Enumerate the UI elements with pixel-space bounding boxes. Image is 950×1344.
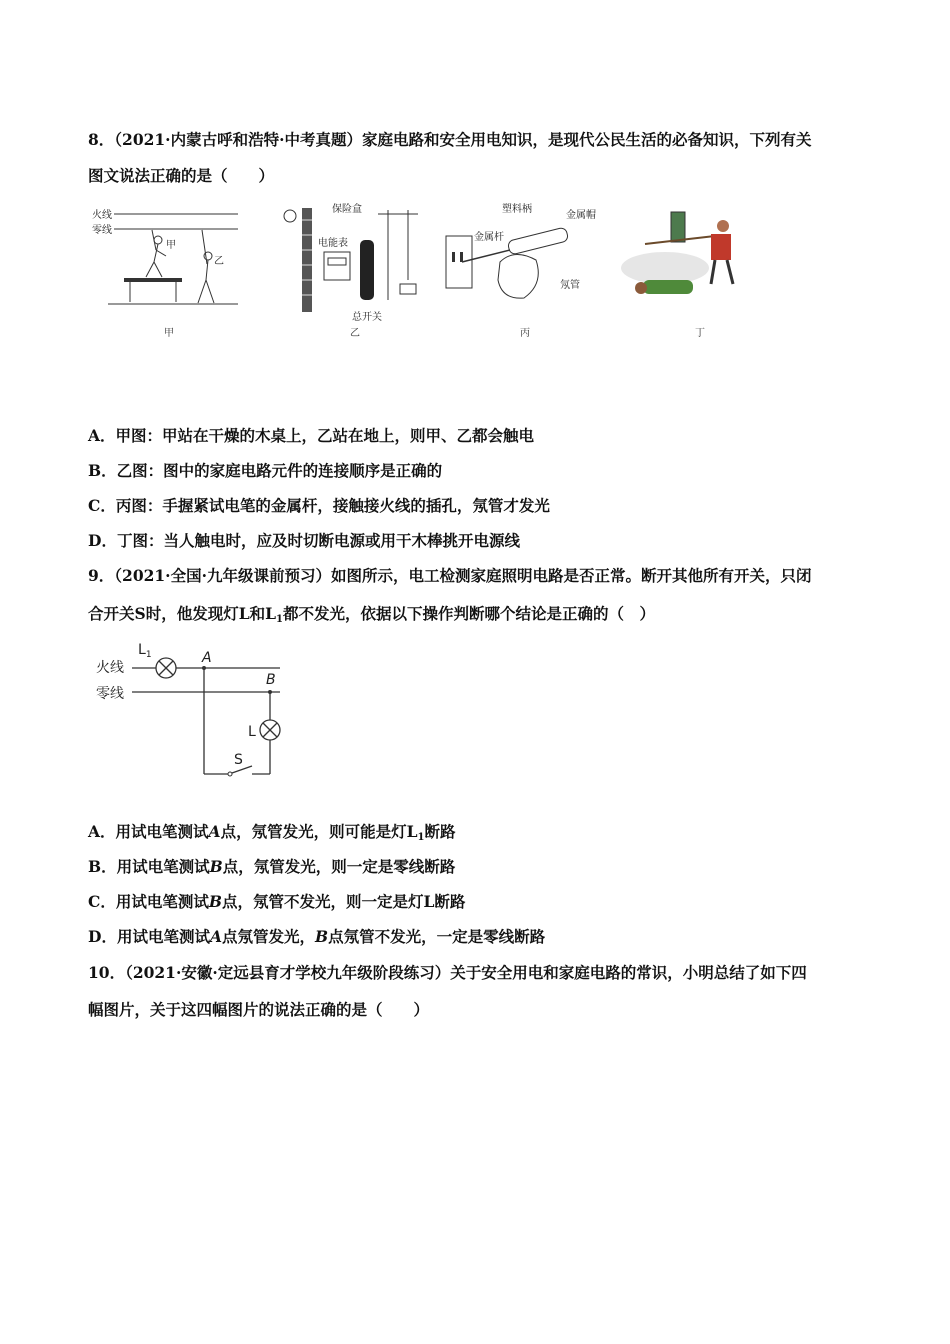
point-a-label: A — [202, 650, 212, 666]
q8-figure-bing — [440, 200, 610, 345]
fig-jia-person-b: 乙 — [214, 256, 224, 267]
fig-yi-caption: 乙 — [350, 328, 360, 339]
q9-option-a: A．用试电笔测试A点，氖管发光，则可能是灯$L_1$断路 — [88, 822, 456, 843]
circuit-huoxian-label: 火线 — [96, 660, 124, 676]
q10-stem-line1: 10．（2021·安徽·定远县育才学校九年级阶段练习）关于安全用电和家庭电路的常识，小明总结了如下四 — [88, 963, 807, 982]
q8-figure-yi — [268, 200, 428, 345]
fig-jia-lingxian-label: 零线 — [92, 225, 112, 236]
fig-bing-caption: 丙 — [520, 328, 530, 339]
q8-option-d: D．丁图：当人触电时，应及时切断电源或用干木棒挑开电源线 — [88, 531, 520, 550]
lamp-l-label: L — [248, 724, 256, 740]
fig-yi-fuse-box: 保险盒 — [332, 204, 362, 215]
q10-stem-line2: 幅图片，关于这四幅图片的说法正确的是（ ） — [88, 1000, 430, 1019]
circuit-lingxian-label: 零线 — [96, 686, 124, 702]
q9-stem-line1: 9．（2021·全国·九年级课前预习）如图所示，电工检测家庭照明电路是否正常。断开其他所有开关，只闭 — [88, 566, 812, 585]
q8-option-a: A．甲图：甲站在干燥的木桌上，乙站在地上，则甲、乙都会触电 — [88, 426, 535, 445]
fig-jia-caption: 甲 — [164, 328, 174, 339]
point-b-label: B — [266, 672, 276, 688]
q9-option-b: B．用试电笔测试B点，氖管发光，则一定是零线断路 — [88, 857, 456, 876]
fig-yi-meter: 电能表 — [318, 238, 348, 249]
fig-bing-metal-cap: 金属帽 — [566, 210, 596, 221]
fig-ding-caption: 丁 — [695, 328, 705, 339]
q8-figure-jia — [88, 200, 248, 345]
q8-stem-line2: 图文说法正确的是（ ） — [88, 166, 275, 185]
q8-option-b: B．乙图：图中的家庭电路元件的连接顺序是正确的 — [88, 461, 443, 480]
fig-bing-plastic-handle: 塑料柄 — [502, 204, 532, 215]
q9-option-c: C．用试电笔测试B点，氖管不发光，则一定是灯L断路 — [88, 892, 466, 911]
q8-option-c: C．丙图：手握紧试电笔的金属杆，接触接火线的插孔，氖管才发光 — [88, 496, 550, 515]
q8-figure-ding — [615, 200, 775, 345]
switch-s-label: S — [234, 752, 243, 768]
lamp-l1-label: $L_1$ — [138, 642, 152, 660]
fig-yi-main-switch: 总开关 — [352, 312, 382, 323]
q9-stem-line2: 合开关S时，他发现灯L和$L_1$都不发光，依据以下操作判断哪个结论是正确的（ ） — [88, 604, 655, 625]
fig-bing-metal-rod: 金属杆 — [474, 232, 504, 243]
fig-jia-person-a: 甲 — [166, 240, 176, 251]
fig-jia-huoxian-label: 火线 — [92, 210, 112, 221]
q8-stem-line1: 8．（2021·内蒙古呼和浩特·中考真题）家庭电路和安全用电知识，是现代公民生活的必备知识，下列有关 — [88, 130, 812, 149]
q9-circuit-diagram — [92, 640, 292, 785]
q9-option-d: D．用试电笔测试A点氖管发光，B点氖管不发光，一定是零线断路 — [88, 927, 546, 946]
fig-bing-neon-tube: 氖管 — [560, 280, 580, 291]
